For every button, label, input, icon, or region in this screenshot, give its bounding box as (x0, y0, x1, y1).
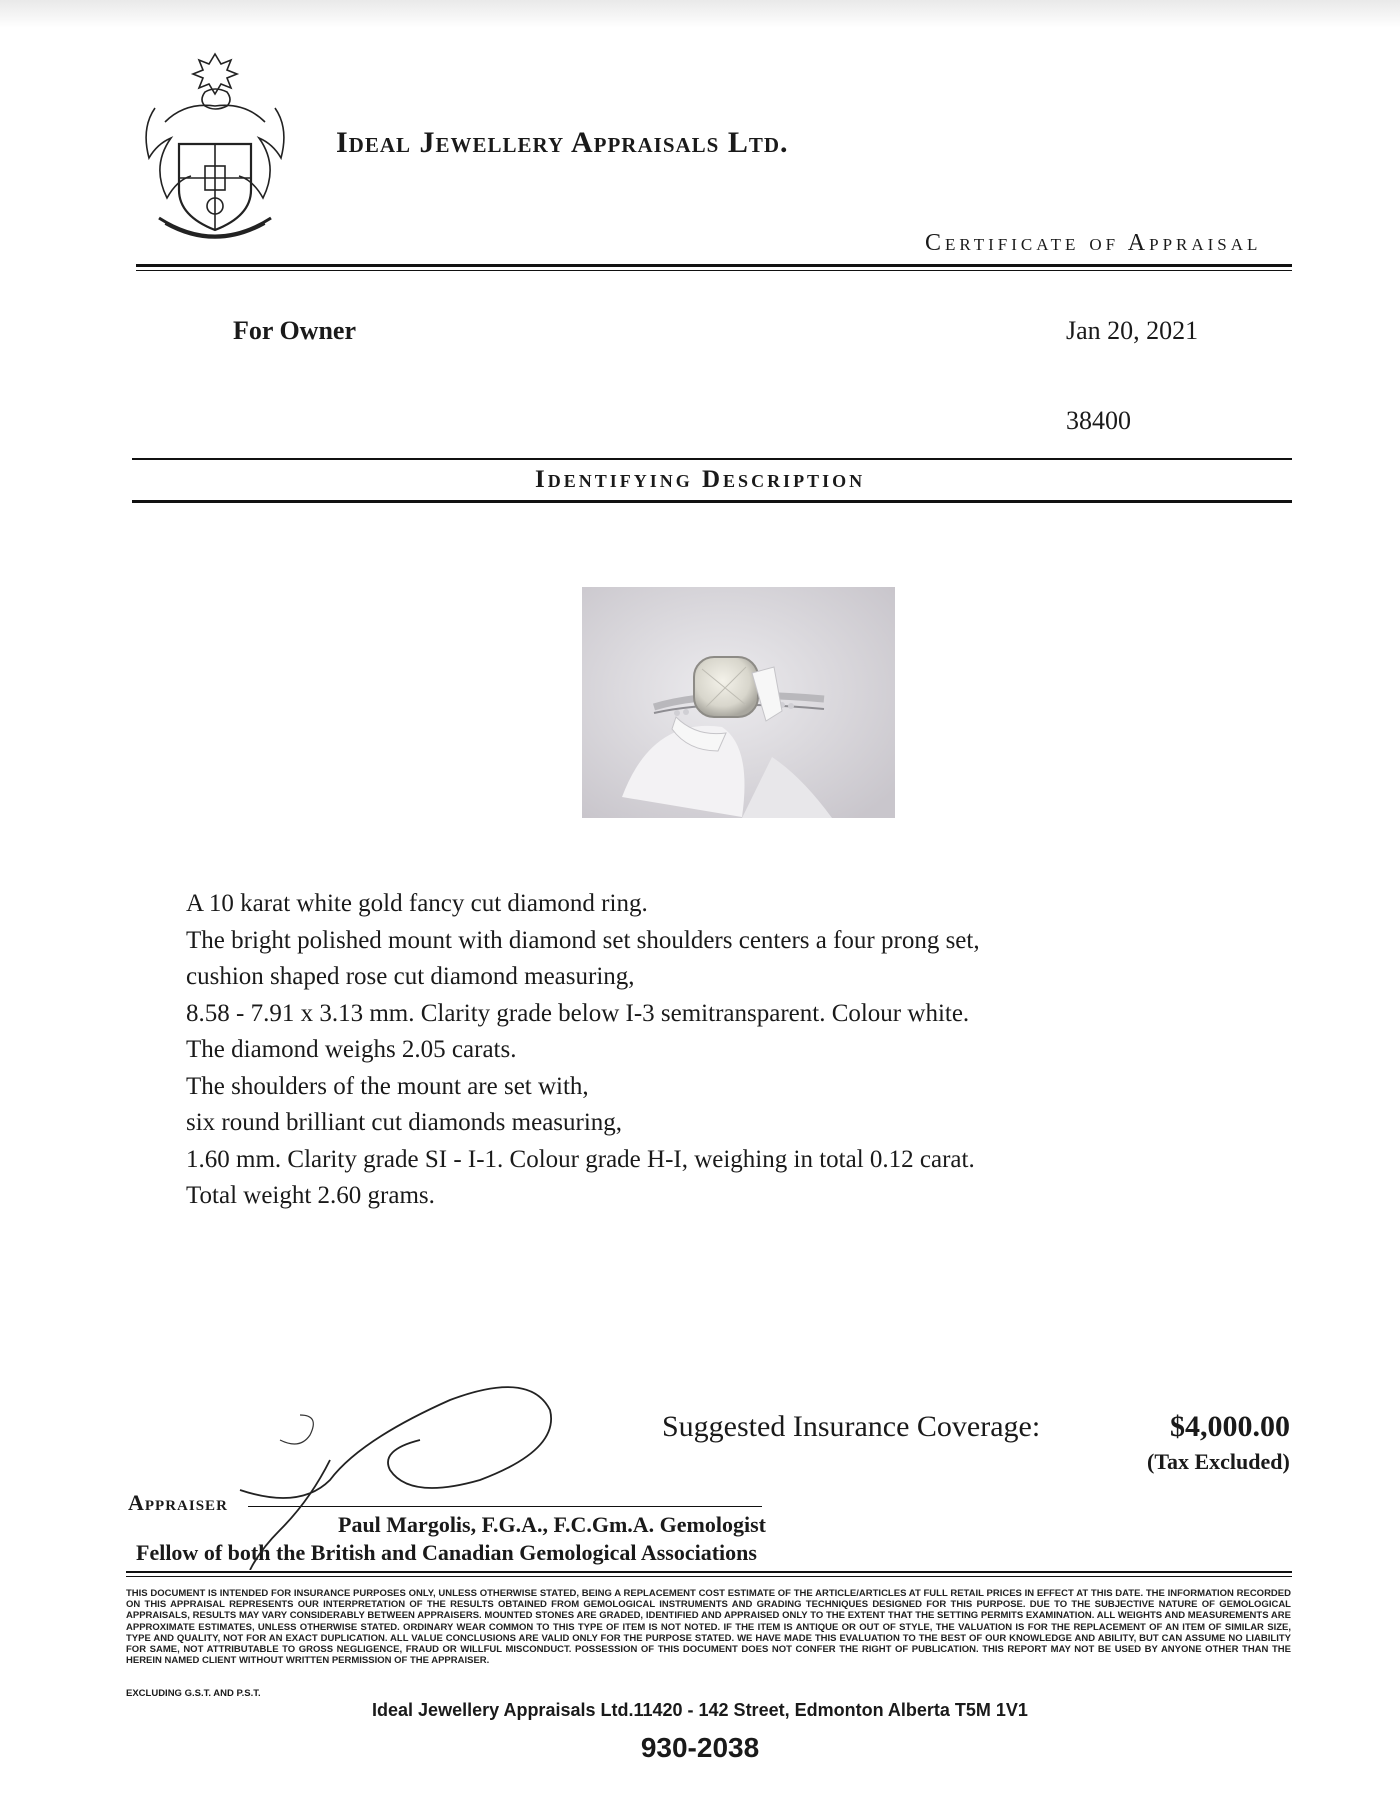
appraiser-credentials: Fellow of both the British and Canadian Gemological Associations (136, 1540, 757, 1565)
company-phone: 930-2038 (640, 1732, 760, 1763)
description-line: The shoulders of the mount are set with, (186, 1072, 589, 1100)
company-address: Ideal Jewellery Appraisals Ltd.11420 - 142 Street, Edmonton Alberta T5M 1V1 (372, 1700, 1028, 1720)
description-line: A 10 karat white gold fancy cut diamond ring. (186, 890, 648, 917)
footer-rule-thin (126, 1576, 1292, 1577)
handwritten-signature (220, 1360, 580, 1570)
certificate-title: Certificate of Appraisal (925, 230, 1262, 256)
section-title: Identifying Description (535, 466, 866, 493)
appraisal-date: Jan 20, 2021 (1066, 316, 1199, 345)
header-rule-thin (136, 270, 1292, 271)
appraiser-label: Appraiser (128, 1490, 228, 1515)
owner-label: For Owner (233, 316, 356, 345)
tax-note: (Tax Excluded) (1147, 1449, 1290, 1474)
description-line: The diamond weighs 2.05 carats. (186, 1036, 517, 1063)
ring-photo (582, 587, 895, 818)
description-line: The bright polished mount with diamond set shoulders centers a four prong set, (186, 926, 980, 954)
disclaimer-text: THIS DOCUMENT IS INTENDED FOR INSURANCE PURPOSES ONLY, UNLESS OTHERWISE STATED, BEING A REPLACEMENT COST ESTIMATE OF THE ARTICLE/ARTICLES AT FULL RETAIL PRICES IN EFFECT AT THIS DATE. THE INFORMATION RECORDED ON THIS APPRAISAL REPRESENTS OUR INTERPRETATION OF THE RESULTS OBTAINED FROM GEMOLOGICAL INSTRUMENTS AND GRADING TECHNIQUES DESIGNED FOR THIS PURPOSE. DUE TO THE SUBJECTIVE NATURE OF GEMOLOGICAL APPRAISALS, RESULTS MAY VARY CONSIDERABLY BETWEEN APPRAISERS. MOUNTED STONES ARE GRADED, IDENTIFIED AND APPRAISED ONLY TO THE EXTENT THAT THE SETTING PERMITS EXAMINATION. ALL WEIGHTS AND MEASUREMENTS ARE APPROXIMATE ESTIMATES, UNLESS OTHERWISE STATED. ORDINARY WEAR COMMON TO THIS TYPE OF ITEM IS NOT NOTED. IF THE ITEM IS ANTIQUE OR OUT OF STYLE, THE VALUATION IS FOR THE REPLACEMENT OF AN ITEM OF SIMILAR SIZE, TYPE AND QUALITY, NOT FOR AN EXACT DUPLICATION. ALL VALUE CONCLUSIONS ARE VALID ONLY FOR THE PURPOSE STATED. WE HAVE MADE THIS EVALUATION TO THE BEST OF OUR KNOWLEDGE AND ABILITY, BUT CAN ASSUME NO LIABILITY FOR SAME, NOT ATTRIBUTABLE TO GROSS NEGLIGENCE, FRAUD OR WILLFUL MISCONDUCT. POSSESSION OF THIS DOCUMENT DOES NOT CONFER THE RIGHT OF PUBLICATION. THIS REPORT MAY NOT BE USED BY ANYONE OTHER THAN THE HEREIN NAMED CLIENT WITHOUT WRITTEN PERMISSION OF THE APPRAISER. (126, 1588, 1291, 1667)
description-line: 1.60 mm. Clarity grade SI - I-1. Colour grade H-I, weighing in total 0.12 carat. (186, 1145, 975, 1173)
description-line: Total weight 2.60 grams. (186, 1182, 435, 1209)
paper-fold-shadow (0, 0, 1400, 28)
footer-rule (126, 1571, 1292, 1573)
description-line: cushion shaped rose cut diamond measuring, (186, 963, 635, 990)
description-line: 8.58 - 7.91 x 3.13 mm. Clarity grade below I-3 semitransparent. Colour white. (186, 999, 970, 1027)
section-rule-top (132, 458, 1292, 460)
insurance-label: Suggested Insurance Coverage: (662, 1410, 1041, 1443)
item-description (186, 886, 1186, 1215)
description-line: six round brilliant cut diamonds measuring, (186, 1109, 623, 1136)
coat-of-arms-logo (135, 48, 295, 248)
insurance-amount: $4,000.00 (1170, 1410, 1290, 1443)
tax-exclusion-note: EXCLUDING G.S.T. AND P.S.T. (126, 1688, 261, 1699)
appraisal-number: 38400 (1066, 406, 1131, 435)
section-rule-bottom (132, 500, 1292, 503)
ring-image (582, 587, 895, 818)
appraiser-name: Paul Margolis, F.G.A., F.C.Gm.A. Gemologist (338, 1512, 766, 1537)
header-rule (136, 264, 1292, 267)
company-name: Ideal Jewellery Appraisals Ltd. (336, 126, 789, 159)
